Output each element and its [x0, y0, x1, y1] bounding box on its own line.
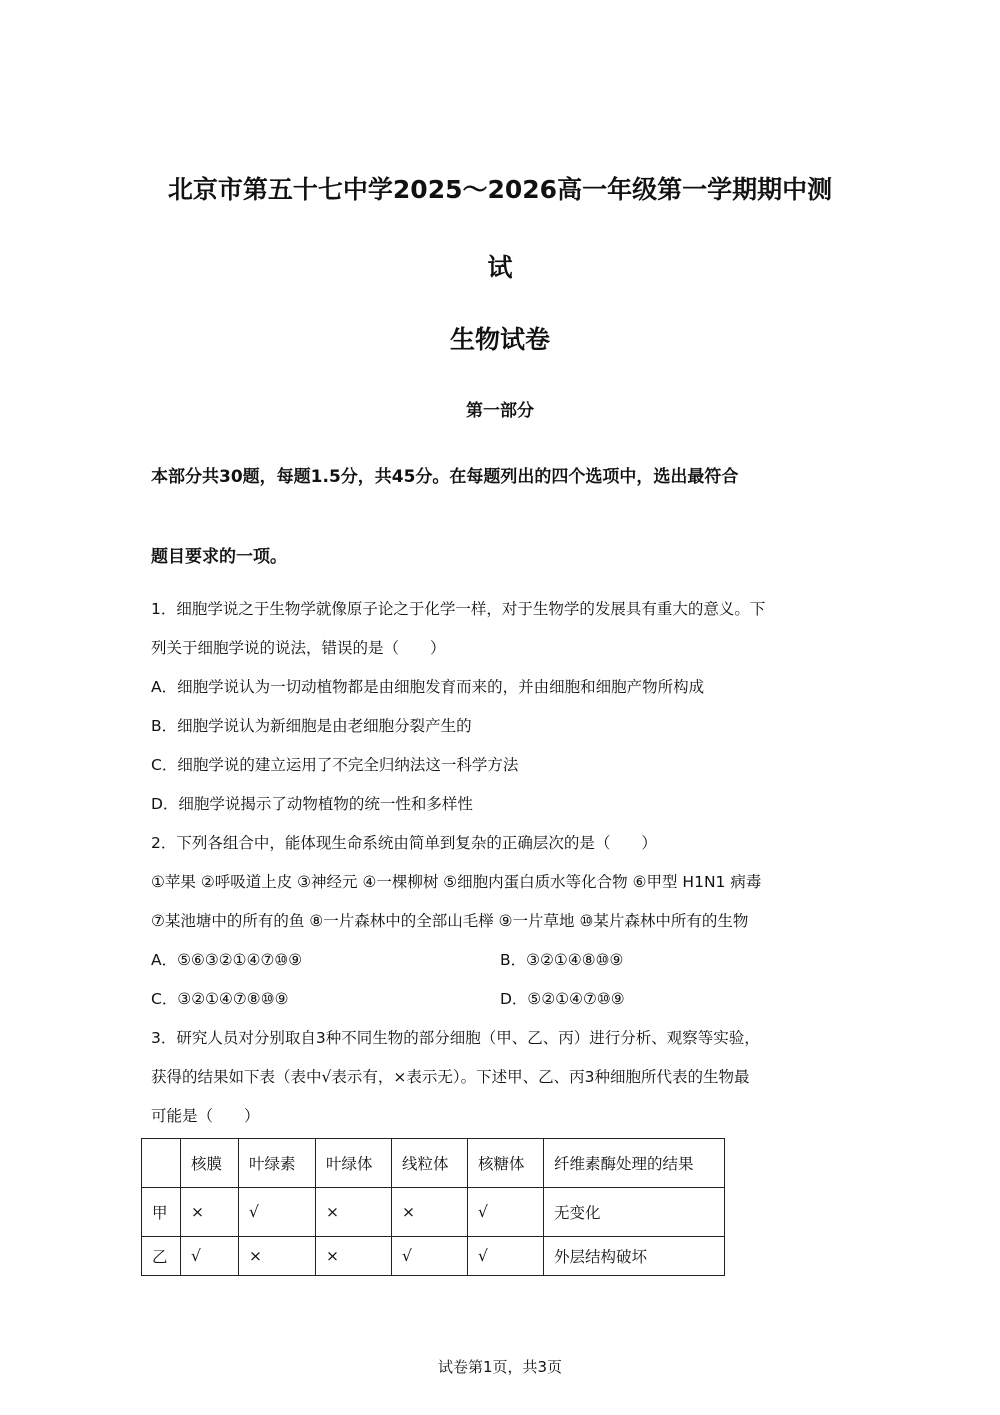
- exam-title-line2: 试: [487, 253, 513, 282]
- q1-stem-line2: 列关于细胞学说的说法，错误的是（ ）: [151, 639, 446, 657]
- table-cell: ×: [239, 1237, 316, 1276]
- table-cell: 无变化: [544, 1188, 725, 1237]
- table-cell: 外层结构破坏: [544, 1237, 725, 1276]
- q1-option-a: A．细胞学说认为一切动植物都是由细胞发育而来的，并由细胞和细胞产物所构成: [151, 678, 705, 696]
- q2-option-d: D．⑤②①④⑦⑩⑨: [500, 990, 625, 1008]
- q2-items-line2: ⑦某池塘中的所有的鱼 ⑧一片森林中的全部山毛榉 ⑨一片草地 ⑩某片森林中所有的生物: [151, 912, 749, 930]
- table-cell: √: [468, 1237, 544, 1276]
- table-cell: √: [239, 1188, 316, 1237]
- q3-results-table: [141, 1138, 725, 1276]
- exam-title-line1: 北京市第五十七中学2025～2026高一年级第一学期期中测: [167, 175, 833, 204]
- q1-option-c: C．细胞学说的建立运用了不完全归纳法这一科学方法: [151, 756, 519, 774]
- table-cell: ×: [316, 1188, 392, 1237]
- table-header-row: [142, 1139, 725, 1188]
- table-cell: √: [181, 1237, 239, 1276]
- table-cell: ×: [392, 1188, 468, 1237]
- table-header-cell: 纤维素酶处理的结果: [544, 1139, 725, 1188]
- table-cell: √: [468, 1188, 544, 1237]
- q2-option-b: B．③②①④⑧⑩⑨: [500, 951, 624, 969]
- q1-stem-line1: 1．细胞学说之于生物学就像原子论之于化学一样，对于生物学的发展具有重大的意义。下: [151, 600, 766, 618]
- table-header-cell: 线粒体: [392, 1139, 468, 1188]
- table-cell: ×: [181, 1188, 239, 1237]
- table-row: [142, 1237, 725, 1276]
- page-footer: 试卷第1页，共3页: [437, 1358, 563, 1376]
- q2-items-line1: ①苹果 ②呼吸道上皮 ③神经元 ④一棵柳树 ⑤细胞内蛋白质水等化合物 ⑥甲型 H1N1 病毒: [151, 873, 762, 891]
- q3-stem-line1: 3．研究人员对分别取自3种不同生物的部分细胞（甲、乙、丙）进行分析、观察等实验，: [151, 1029, 760, 1047]
- table-cell: √: [392, 1237, 468, 1276]
- q1-option-d: D．细胞学说揭示了动物植物的统一性和多样性: [151, 795, 473, 813]
- table-header-cell: 核膜: [181, 1139, 239, 1188]
- q3-stem-line2: 获得的结果如下表（表中√表示有，×表示无）。下述甲、乙、丙3种细胞所代表的生物最: [151, 1068, 750, 1086]
- q2-option-a: A．⑤⑥③②①④⑦⑩⑨: [151, 951, 303, 969]
- table-header-cell: [142, 1139, 181, 1188]
- q2-stem: 2．下列各组合中，能体现生命系统由简单到复杂的正确层次的是（ ）: [151, 834, 657, 852]
- section-heading: 第一部分: [466, 401, 534, 421]
- q2-option-c: C．③②①④⑦⑧⑩⑨: [151, 990, 289, 1008]
- table-row: [142, 1188, 725, 1237]
- q3-stem-line3: 可能是（ ）: [151, 1107, 260, 1125]
- table-cell: 甲: [142, 1188, 181, 1237]
- instructions-line1: 本部分共30题，每题1.5分，共45分。在每题列出的四个选项中，选出最符合: [151, 467, 739, 487]
- table-header-cell: 叶绿体: [316, 1139, 392, 1188]
- instructions-line2: 题目要求的一项。: [151, 547, 287, 567]
- exam-subtitle: 生物试卷: [449, 325, 550, 354]
- table-cell: ×: [316, 1237, 392, 1276]
- table-cell: 乙: [142, 1237, 181, 1276]
- table-header-cell: 核糖体: [468, 1139, 544, 1188]
- table-header-cell: 叶绿素: [239, 1139, 316, 1188]
- q1-option-b: B．细胞学说认为新细胞是由老细胞分裂产生的: [151, 717, 472, 735]
